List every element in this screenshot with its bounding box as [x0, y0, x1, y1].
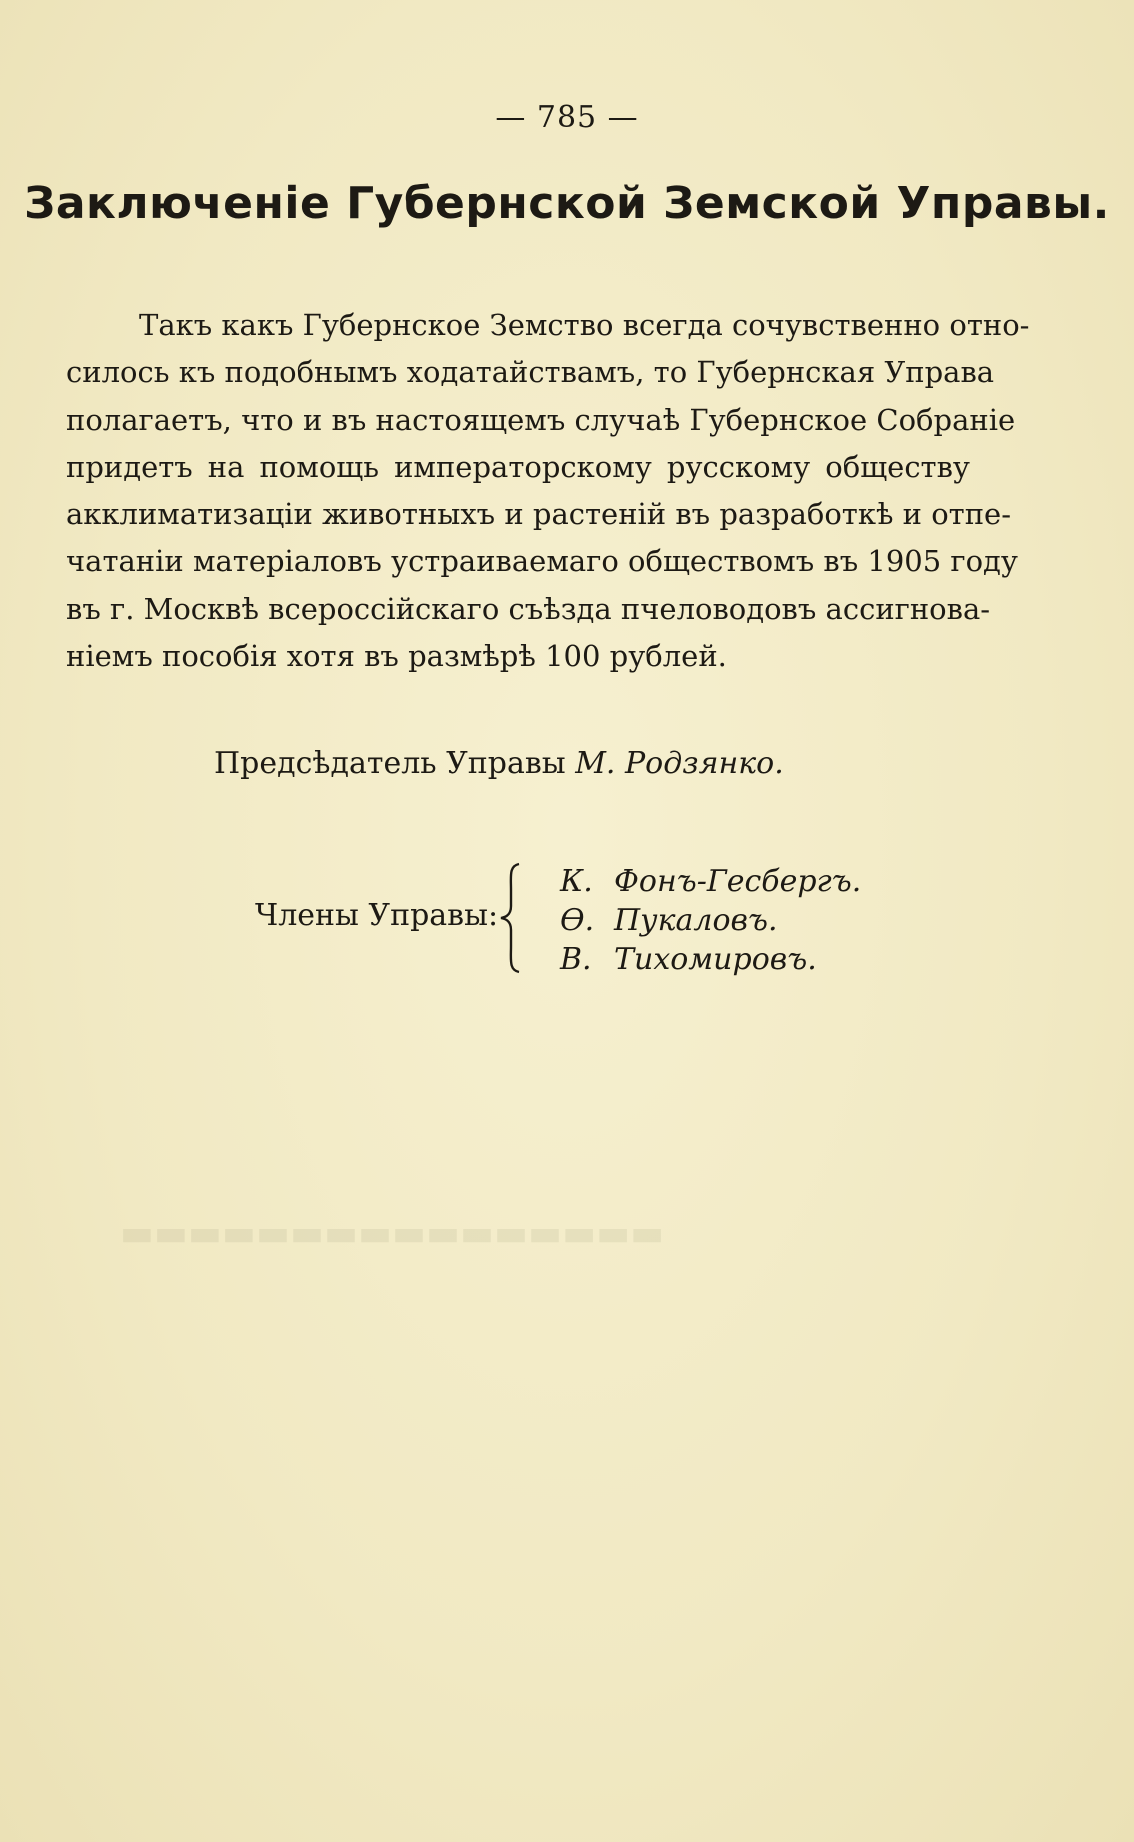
paragraph-line: чатаніи матеріаловъ устраиваемаго обществомъ въ 1905 году	[66, 544, 1018, 579]
chairman-signature	[214, 746, 784, 781]
member-entry	[560, 901, 861, 940]
paragraph-line: силось къ подобнымъ ходатайствамъ, то Губернская Управа	[66, 355, 995, 390]
paragraph-line: придетъ на помощь императорскому русскому обществу	[66, 449, 970, 484]
members-list	[560, 862, 861, 979]
page-number: — 785 —	[495, 100, 639, 135]
main-paragraph	[66, 302, 1030, 680]
chairman-label: Предсѣдатель Управы	[214, 746, 566, 781]
page-title: Заключеніе Губернской Земской Управы.	[24, 178, 1110, 229]
member-surname: Тихомировъ.	[614, 942, 817, 977]
member-surname: Пукаловъ.	[614, 903, 778, 938]
paragraph-line: полагаетъ, что и въ настоящемъ случаѣ Губернское Собраніе	[66, 402, 1016, 437]
bleed-through: ▬▬▬▬▬▬▬▬▬▬▬▬▬▬▬▬	[120, 1212, 665, 1254]
paragraph-line: ніемъ пособія хотя въ размѣрѣ 100 рублей.	[66, 639, 727, 674]
member-initial: Ѳ.	[560, 903, 595, 938]
member-initial: К.	[560, 864, 593, 899]
chairman-name: М. Родзянко.	[575, 746, 784, 781]
member-surname: Фонъ-Гесбергъ.	[614, 864, 862, 899]
member-entry	[560, 862, 861, 901]
curly-brace-icon	[497, 862, 527, 974]
members-label: Члены Управы:	[255, 898, 499, 933]
member-initial: В.	[560, 942, 592, 977]
member-entry	[560, 940, 861, 979]
paragraph-line: въ г. Москвѣ всероссійскаго съѣзда пчеловодовъ ассигнова-	[66, 591, 991, 626]
paragraph-line: акклиматизаціи животныхъ и растеній въ разработкѣ и отпе-	[66, 497, 1012, 532]
paragraph-line: Такъ какъ Губернское Земство всегда сочувственно отно-	[139, 308, 1030, 342]
